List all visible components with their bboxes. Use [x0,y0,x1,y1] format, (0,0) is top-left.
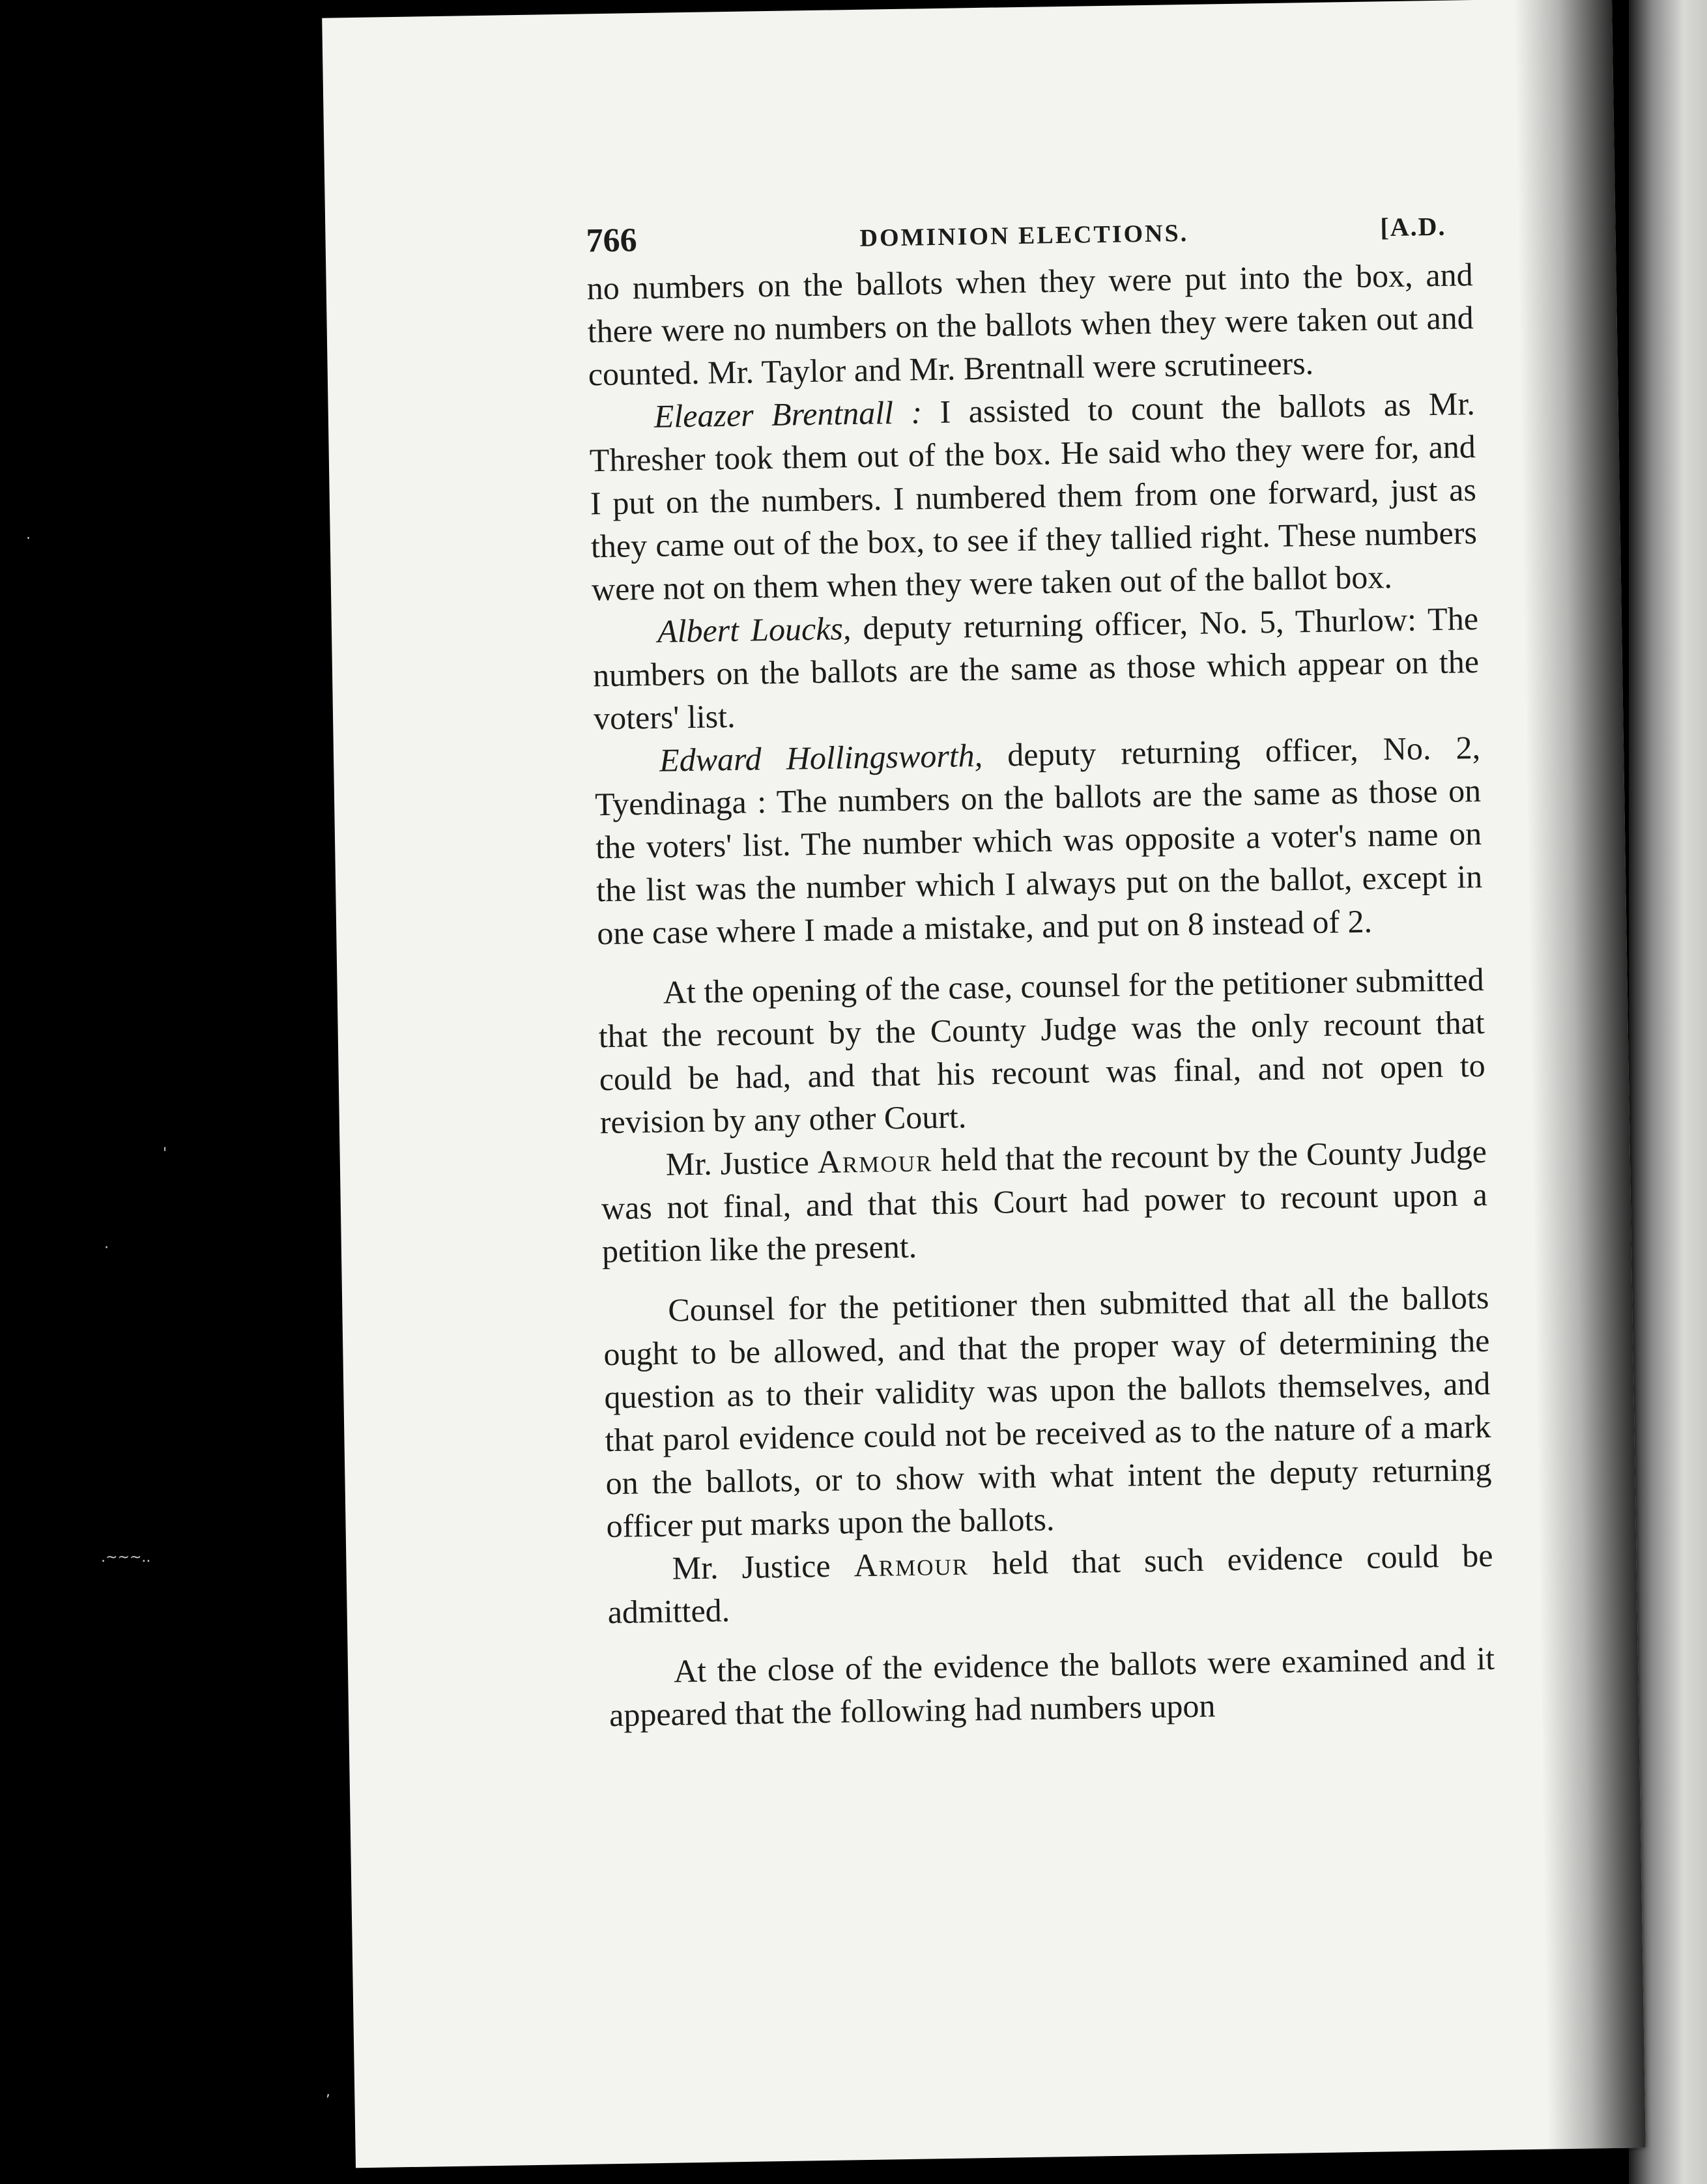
year-marker: [A.D. [1380,211,1446,242]
dust-speck: .~~~.. [101,1549,151,1566]
speaker-name: Albert Loucks, [657,610,852,650]
testimony-loucks [592,597,1480,740]
paragraph-ruling-evidence [607,1534,1494,1633]
book-page [322,0,1646,2168]
ruling-text: held that such evidence could be admitted. [607,1536,1493,1631]
testimony-text: deputy returning officer, No. 2, Tyendinaga : The numbers on the ballots are the same as those on the voters' list. The number which was opposite a voter's name on the list was the number which I always put on the ballot, except in one case where I made a mistake, and put on 8 instead of 2. [594,728,1483,952]
ruling-prefix: Mr. Justice [672,1547,854,1587]
paragraph-counsel-ballots: Counsel for the petitioner then submitted that all the ballots ought to be allowed, and that the proper way of determining the question as to their validity was upon the ballots themselves, and that parol evidence could not be received as to the nature of a mark on the ballots, or to show with what intent the deputy returning officer put marks upon the ballots. [603,1278,1492,1545]
justice-name: Armour [854,1545,969,1584]
page-gutter-shadow [1514,0,1646,2149]
page-content [586,195,1496,1736]
testimony-text: deputy returning officer, No. 5, Thurlow: The numbers on the ballots are the same as those which appear on the voters' list. [592,599,1480,737]
speaker-name: Eleazer Brentnall : [653,394,923,435]
paragraph-close-of-evidence: At the close of the evidence the ballots were examined and it appeared that the following had numbers upon [609,1639,1495,1734]
speaker-name: Edward Hollingsworth, [659,736,983,779]
testimony-hollingsworth [594,726,1484,955]
dust-speck: · [104,1240,109,1256]
running-head [586,195,1472,261]
dust-speck: , [326,2084,330,2100]
dust-speck: . [26,526,31,543]
paragraph-continued: no numbers on the ballots when they were put into the box, and there were no numbers on the ballots when they were taken out and counted. Mr. Taylor and Mr. Brentnall were scrutineers. [586,256,1474,393]
testimony-text: I assisted to count the ballots as Mr. Thresher took them out of the box. He said who they were for, and I put on the numbers. I numbered them from one forward, just as they came out of the box, to see if they tallied right. These numbers were not on them when they were taken out of the ballot box. [589,385,1478,608]
ruling-prefix: Mr. Justice [665,1143,818,1183]
paragraph-counsel-submission: At the opening of the case, counsel for the petitioner submitted that the recount by the County Judge was the only recount that could be had, and that his recount was final, and not open to revision by any other Court. [598,960,1486,1141]
ruling-text: held that the recount by the County Judge was not final, and that this Court had power to recount upon a petition like the present. [601,1132,1488,1270]
justice-name: Armour [817,1142,933,1181]
dust-speck: ' [163,1145,167,1162]
paragraph-ruling-recount [600,1130,1488,1272]
running-title: DOMINION ELECTIONS. [859,219,1189,252]
page-number: 766 [586,222,638,260]
testimony-brentnall [588,382,1478,611]
